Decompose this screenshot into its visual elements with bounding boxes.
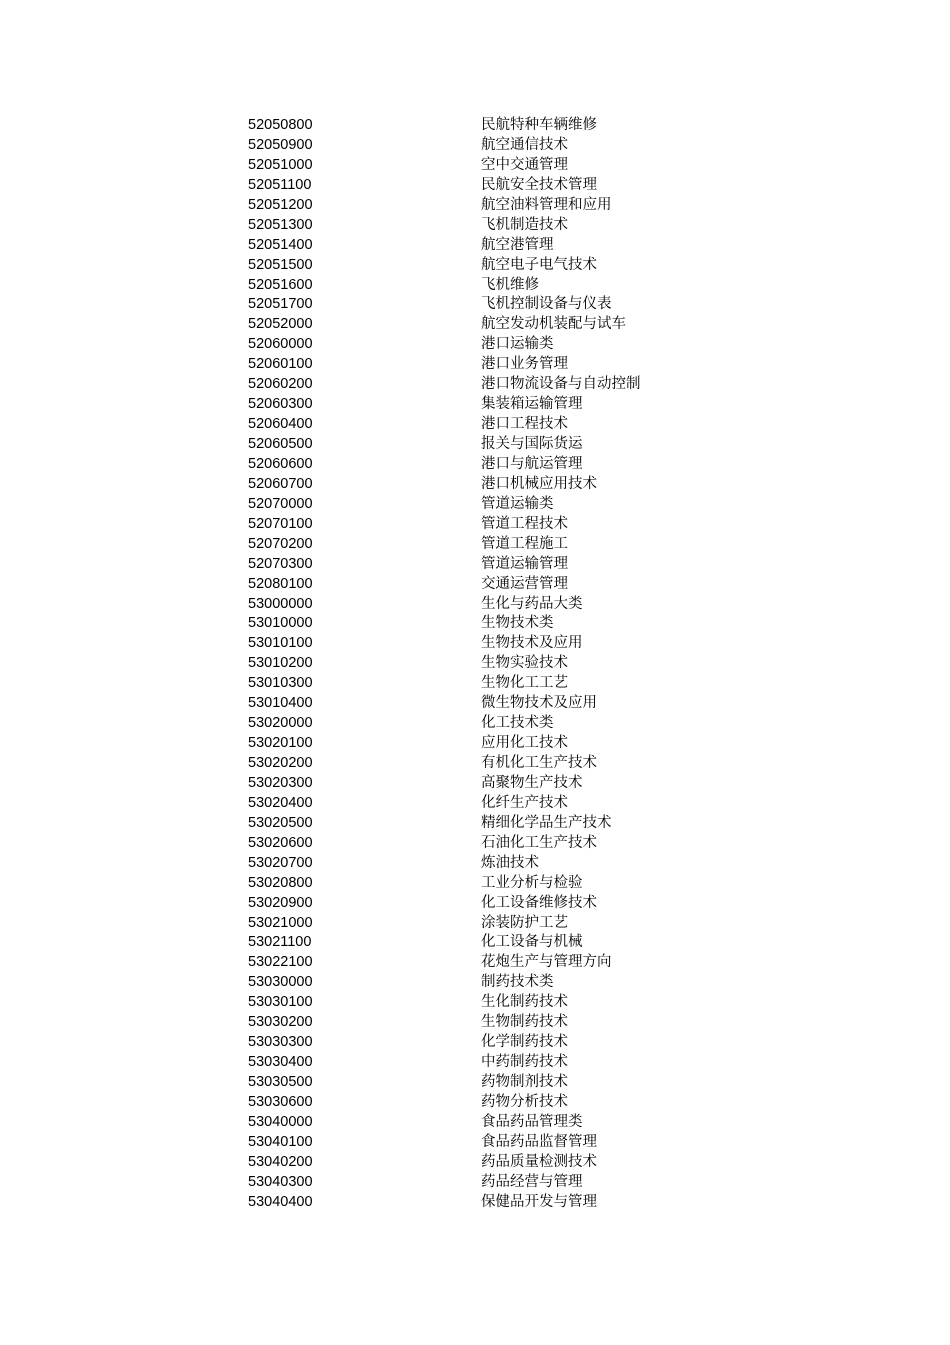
table-row [248, 455, 748, 475]
major-name: 化纤生产技术 [481, 794, 568, 811]
table-row [248, 634, 748, 654]
major-name: 药物制剂技术 [481, 1074, 568, 1090]
table-row [248, 595, 748, 615]
table-row [248, 933, 748, 953]
major-name: 港口业务管理 [481, 356, 568, 373]
major-name: 高聚物生产技术 [481, 774, 583, 791]
major-name: 微生物技术及应用 [481, 695, 597, 712]
major-code: 53030000 [248, 974, 313, 991]
table-row [248, 894, 748, 914]
major-code: 53010400 [248, 695, 313, 712]
major-name: 航空油料管理和应用 [481, 196, 612, 213]
major-code: 53020100 [248, 735, 313, 752]
major-code: 52051700 [248, 296, 313, 313]
major-code: 52060300 [248, 396, 313, 413]
major-name: 药品质量检测技术 [481, 1153, 597, 1170]
major-name: 保健品开发与管理 [481, 1193, 597, 1210]
major-code: 53020500 [248, 814, 313, 831]
major-name: 药品经营与管理 [481, 1173, 583, 1190]
table-row [248, 774, 748, 794]
table-row [248, 973, 748, 993]
table-row [248, 1173, 748, 1193]
major-code: 53010300 [248, 675, 313, 692]
major-code: 53010200 [248, 655, 313, 672]
major-name: 飞机制造技术 [481, 216, 568, 233]
table-row [248, 654, 748, 674]
table-row [248, 614, 748, 634]
major-code: 52051200 [248, 196, 313, 213]
table-row [248, 295, 748, 315]
major-name: 化工设备与机械 [481, 934, 583, 951]
major-name: 民航特种车辆维修 [481, 117, 597, 133]
major-code: 53030200 [248, 1014, 313, 1031]
table-row [248, 714, 748, 734]
major-code: 53030600 [248, 1093, 313, 1110]
table-row [248, 794, 748, 814]
code-name-list [248, 116, 748, 1213]
table-row [248, 1113, 748, 1133]
major-name: 民航安全技术管理 [481, 176, 597, 193]
major-code: 52060100 [248, 356, 313, 373]
major-code: 52052000 [248, 316, 313, 333]
major-name: 化工设备维修技术 [481, 894, 597, 911]
table-row [248, 315, 748, 335]
major-code: 53020400 [248, 794, 313, 811]
table-row [248, 1053, 748, 1073]
table-row [248, 694, 748, 714]
major-code: 53030500 [248, 1074, 313, 1090]
table-row [248, 395, 748, 415]
table-row [248, 156, 748, 176]
major-code: 53021000 [248, 914, 313, 931]
table-row [248, 674, 748, 694]
major-code: 52051300 [248, 216, 313, 233]
major-code: 52051000 [248, 156, 313, 173]
table-row [248, 375, 748, 395]
major-code: 52060500 [248, 436, 313, 452]
major-name: 炼油技术 [481, 854, 539, 871]
major-name: 生化与药品大类 [481, 595, 583, 612]
major-code: 53000000 [248, 595, 313, 612]
major-code: 52070000 [248, 495, 313, 512]
major-code: 53010000 [248, 615, 313, 632]
major-code: 53020300 [248, 774, 313, 791]
major-code: 53040400 [248, 1193, 313, 1210]
table-row [248, 914, 748, 934]
table-row [248, 1133, 748, 1153]
major-code: 53020200 [248, 755, 313, 771]
major-name: 食品药品监督管理 [481, 1133, 597, 1150]
major-code: 52051100 [248, 176, 312, 193]
major-code: 52060000 [248, 336, 313, 353]
major-name: 港口工程技术 [481, 416, 568, 433]
major-name: 生化制药技术 [481, 994, 568, 1011]
major-name: 化学制药技术 [481, 1034, 568, 1051]
major-code: 52070100 [248, 515, 313, 532]
major-code: 52050800 [248, 117, 313, 133]
table-row [248, 1193, 748, 1213]
table-row [248, 415, 748, 435]
table-row [248, 535, 748, 555]
table-row [248, 874, 748, 894]
major-name: 港口与航运管理 [481, 455, 583, 472]
major-code: 52060600 [248, 455, 313, 472]
major-code: 52051400 [248, 236, 313, 253]
major-name: 生物化工工艺 [481, 675, 568, 692]
major-name: 航空通信技术 [481, 136, 568, 153]
table-row [248, 475, 748, 495]
major-name: 交通运营管理 [481, 575, 568, 592]
major-name: 药物分析技术 [481, 1093, 568, 1110]
major-code: 53020700 [248, 854, 313, 871]
table-row [248, 435, 748, 455]
major-code: 53020900 [248, 894, 313, 911]
major-name: 港口机械应用技术 [481, 475, 597, 492]
table-row [248, 1013, 748, 1033]
table-row [248, 515, 748, 535]
major-name: 花炮生产与管理方向 [481, 954, 612, 971]
major-name: 生物实验技术 [481, 655, 568, 672]
major-code: 52051500 [248, 256, 313, 273]
table-row [248, 335, 748, 355]
table-row [248, 1073, 748, 1093]
major-code: 53020000 [248, 715, 313, 732]
major-code: 53040100 [248, 1133, 313, 1150]
major-name: 报关与国际货运 [481, 436, 583, 452]
major-name: 空中交通管理 [481, 156, 568, 173]
major-name: 制药技术类 [481, 974, 554, 991]
major-name: 生物制药技术 [481, 1014, 568, 1031]
major-name: 应用化工技术 [481, 735, 568, 752]
major-name: 港口运输类 [481, 336, 554, 353]
table-row [248, 355, 748, 375]
table-row [248, 854, 748, 874]
table-row [248, 953, 748, 973]
major-name: 食品药品管理类 [481, 1113, 583, 1130]
major-name: 管道运输类 [481, 495, 554, 512]
major-code: 53040200 [248, 1153, 313, 1170]
major-code: 53021100 [248, 934, 312, 951]
major-name: 管道工程施工 [481, 535, 568, 552]
major-code: 52060700 [248, 475, 313, 492]
table-row [248, 136, 748, 156]
major-name: 涂装防护工艺 [481, 914, 568, 931]
table-row [248, 555, 748, 575]
major-code: 53010100 [248, 635, 313, 652]
table-row [248, 734, 748, 754]
table-row [248, 1093, 748, 1113]
major-code: 52070200 [248, 535, 313, 552]
major-code: 53030100 [248, 994, 313, 1011]
major-name: 生物技术类 [481, 615, 554, 632]
major-name: 集装箱运输管理 [481, 396, 583, 413]
table-row [248, 1153, 748, 1173]
major-name: 航空发动机装配与试车 [481, 316, 626, 333]
table-row [248, 236, 748, 256]
table-row [248, 276, 748, 296]
table-row [248, 176, 748, 196]
major-name: 化工技术类 [481, 715, 554, 732]
major-code: 52060400 [248, 416, 313, 433]
major-code: 53030400 [248, 1054, 313, 1071]
major-name: 飞机控制设备与仪表 [481, 296, 612, 313]
major-name: 中药制药技术 [481, 1054, 568, 1071]
table-row [248, 834, 748, 854]
table-row [248, 575, 748, 595]
major-code: 53022100 [248, 954, 313, 971]
major-code: 52051600 [248, 276, 313, 293]
major-name: 生物技术及应用 [481, 635, 583, 652]
table-row [248, 216, 748, 236]
major-code: 53030300 [248, 1034, 313, 1051]
major-name: 飞机维修 [481, 276, 539, 293]
table-row [248, 495, 748, 515]
major-code: 52080100 [248, 575, 313, 592]
major-name: 石油化工生产技术 [481, 834, 597, 851]
table-row [248, 196, 748, 216]
major-code: 53020800 [248, 874, 313, 891]
table-row [248, 814, 748, 834]
major-code: 52070300 [248, 555, 313, 572]
table-row [248, 993, 748, 1013]
major-name: 有机化工生产技术 [481, 755, 597, 771]
major-name: 港口物流设备与自动控制 [481, 376, 641, 393]
major-code: 53020600 [248, 834, 313, 851]
major-code: 52050900 [248, 136, 313, 153]
major-code: 52060200 [248, 376, 313, 393]
table-row [248, 1033, 748, 1053]
major-code: 53040300 [248, 1173, 313, 1190]
major-name: 管道运输管理 [481, 555, 568, 572]
major-name: 航空电子电气技术 [481, 256, 597, 273]
major-name: 航空港管理 [481, 236, 554, 253]
major-name: 管道工程技术 [481, 515, 568, 532]
major-code: 53040000 [248, 1113, 313, 1130]
table-row [248, 754, 748, 774]
major-name: 工业分析与检验 [481, 874, 583, 891]
major-name: 精细化学品生产技术 [481, 814, 612, 831]
table-row [248, 116, 748, 136]
table-row [248, 256, 748, 276]
